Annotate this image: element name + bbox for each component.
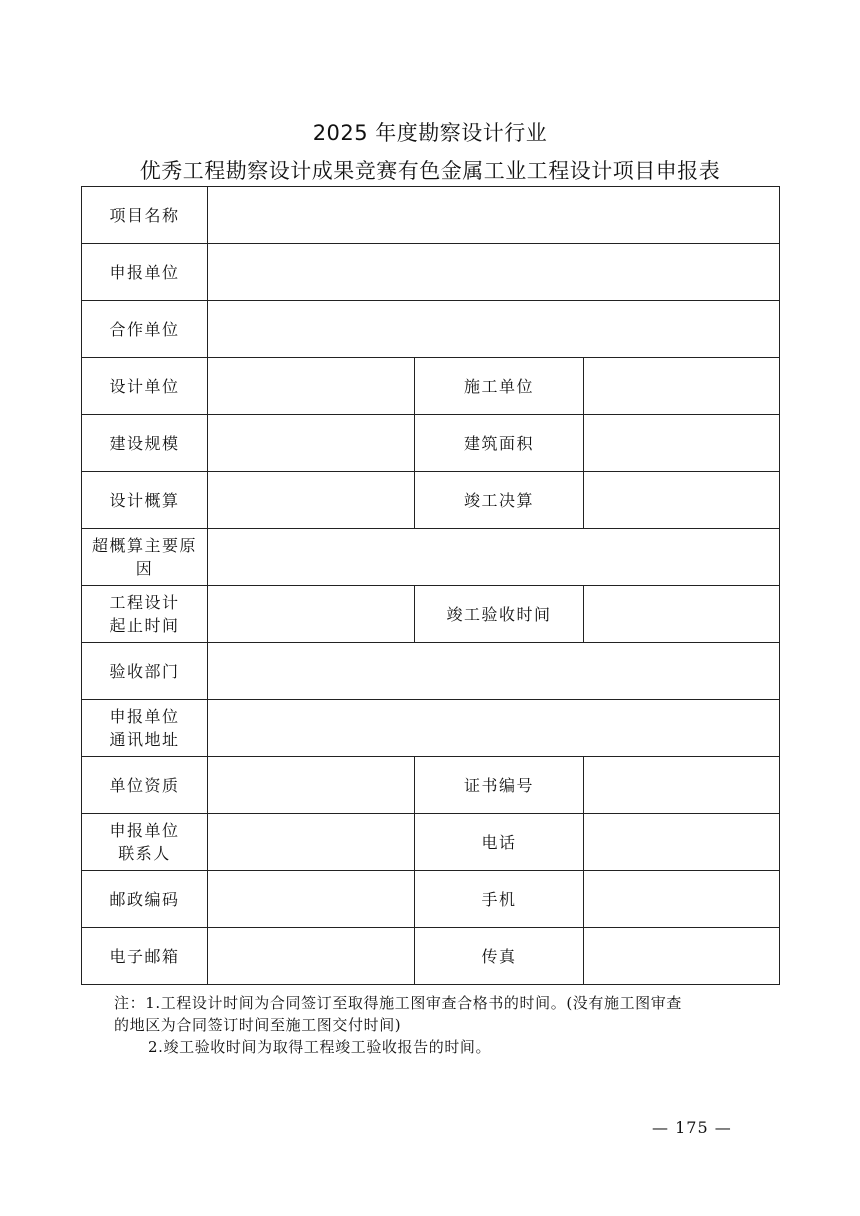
field-email[interactable] [208, 928, 415, 985]
field-cooperating-unit[interactable] [208, 301, 780, 358]
label-postal-code: 邮政编码 [82, 871, 208, 928]
label-acceptance-department: 验收部门 [82, 643, 208, 700]
form-title-line-1: 2025 年度勘察设计行业 [312, 121, 548, 145]
field-postal-code[interactable] [208, 871, 415, 928]
field-design-estimate[interactable] [208, 472, 415, 529]
label-building-area: 建筑面积 [415, 415, 584, 472]
field-fax[interactable] [584, 928, 780, 985]
label-completion-acceptance-time: 竣工验收时间 [415, 586, 584, 643]
label-unit-qualification: 单位资质 [82, 757, 208, 814]
field-mobile[interactable] [584, 871, 780, 928]
label-mobile: 手机 [415, 871, 584, 928]
label-design-unit: 设计单位 [82, 358, 208, 415]
label-applicant-address [82, 700, 208, 757]
table-row [82, 700, 780, 757]
form-notes [114, 992, 754, 1058]
label-line: 超概算主要原 [91, 536, 197, 555]
field-final-account[interactable] [584, 472, 780, 529]
label-applicant-contact [82, 814, 208, 871]
table-row [82, 643, 780, 700]
field-construction-unit[interactable] [584, 358, 780, 415]
table-row [82, 187, 780, 244]
field-unit-qualification[interactable] [208, 757, 415, 814]
label-project-name: 项目名称 [82, 187, 208, 244]
label-fax: 传真 [415, 928, 584, 985]
label-telephone: 电话 [415, 814, 584, 871]
table-row [82, 814, 780, 871]
page-number: — 175 — [652, 1118, 732, 1137]
table-row [82, 358, 780, 415]
application-form-table [81, 186, 780, 985]
form-title-line-2: 优秀工程勘察设计成果竞赛有色金属工业工程设计项目申报表 [139, 159, 721, 183]
label-line: 起止时间 [109, 616, 180, 635]
field-applicant-address[interactable] [208, 700, 780, 757]
label-construction-scale: 建设规模 [82, 415, 208, 472]
label-line: 联系人 [118, 844, 171, 863]
label-line: 申报单位 [109, 821, 180, 840]
label-design-period [82, 586, 208, 643]
table-row [82, 244, 780, 301]
note-line-3: 2.竣工验收时间为取得工程竣工验收报告的时间。 [148, 1038, 492, 1056]
note-line-1: 注：1.工程设计时间为合同签订至取得施工图审查合格书的时间。(没有施工图审查 [114, 994, 682, 1012]
field-applicant-contact[interactable] [208, 814, 415, 871]
table-row [82, 529, 780, 586]
field-certificate-number[interactable] [584, 757, 780, 814]
field-project-name[interactable] [208, 187, 780, 244]
label-cooperating-unit: 合作单位 [82, 301, 208, 358]
label-line: 申报单位 [109, 707, 180, 726]
field-construction-scale[interactable] [208, 415, 415, 472]
label-applicant-unit: 申报单位 [82, 244, 208, 301]
field-design-unit[interactable] [208, 358, 415, 415]
note-line-2: 的地区为合同签订时间至施工图交付时间) [114, 1016, 402, 1034]
field-acceptance-department[interactable] [208, 643, 780, 700]
field-completion-acceptance-time[interactable] [584, 586, 780, 643]
label-design-estimate: 设计概算 [82, 472, 208, 529]
field-telephone[interactable] [584, 814, 780, 871]
table-row [82, 871, 780, 928]
table-row [82, 586, 780, 643]
table-row [82, 472, 780, 529]
field-over-estimate-reason[interactable] [208, 529, 780, 586]
label-certificate-number: 证书编号 [415, 757, 584, 814]
label-over-estimate-reason [82, 529, 208, 586]
label-line: 因 [135, 559, 154, 578]
field-design-period[interactable] [208, 586, 415, 643]
label-construction-unit: 施工单位 [415, 358, 584, 415]
table-row [82, 757, 780, 814]
table-row [82, 415, 780, 472]
table-row [82, 301, 780, 358]
field-applicant-unit[interactable] [208, 244, 780, 301]
field-building-area[interactable] [584, 415, 780, 472]
label-line: 通讯地址 [109, 730, 180, 749]
label-email: 电子邮箱 [82, 928, 208, 985]
table-row [82, 928, 780, 985]
label-line: 工程设计 [109, 593, 180, 612]
label-final-account: 竣工决算 [415, 472, 584, 529]
